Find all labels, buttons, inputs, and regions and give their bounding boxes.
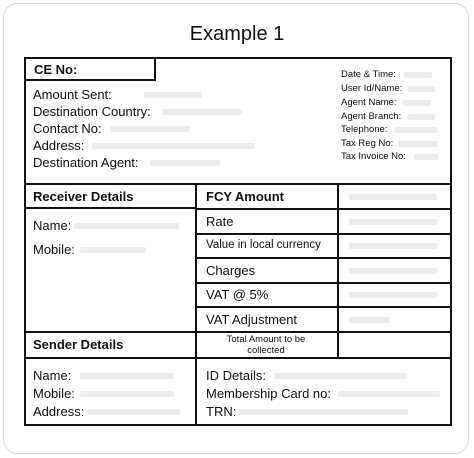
total-amount-label: Total Amount to be collected bbox=[226, 334, 306, 356]
address-label: Address: bbox=[33, 138, 85, 153]
trn-value bbox=[238, 409, 408, 415]
tax-reg-no-value bbox=[398, 141, 438, 147]
agent-name-label: Agent Name: bbox=[341, 97, 397, 108]
sender-heading: Sender Details bbox=[33, 337, 124, 352]
ce-number-label: CE No: bbox=[34, 62, 78, 77]
destination-country-value bbox=[162, 109, 242, 115]
agent-name-value bbox=[403, 100, 431, 106]
agent-branch-label: Agent Branch: bbox=[341, 111, 402, 122]
local-value-value bbox=[349, 243, 437, 249]
user-id-value bbox=[407, 86, 435, 92]
sender-address-value bbox=[86, 409, 180, 415]
sender-section-divider bbox=[24, 331, 452, 333]
document-title: Example 1 bbox=[189, 23, 285, 45]
destination-agent-label: Destination Agent: bbox=[33, 155, 139, 170]
amount-sent-value bbox=[144, 92, 202, 98]
membership-card-value bbox=[338, 391, 440, 397]
tax-reg-no-label: Tax Reg No: bbox=[341, 138, 394, 149]
destination-agent-value bbox=[150, 160, 220, 166]
fcy-amount-value bbox=[349, 194, 437, 200]
date-time-value bbox=[404, 72, 432, 78]
center-divider bbox=[195, 183, 197, 426]
telephone-value bbox=[395, 127, 437, 133]
fcy-row-divider-2 bbox=[195, 233, 452, 235]
amount-sent-label: Amount Sent: bbox=[33, 87, 112, 102]
local-value-label: Value in local currency bbox=[206, 239, 321, 251]
tax-invoice-no-value bbox=[414, 154, 438, 160]
user-id-label: User Id/Name: bbox=[341, 83, 403, 94]
id-details-label: ID Details: bbox=[206, 368, 266, 383]
header-divider bbox=[24, 183, 452, 185]
sender-name-label: Name: bbox=[33, 368, 72, 383]
vat-adjustment-value bbox=[349, 317, 389, 323]
trn-label: TRN: bbox=[206, 404, 237, 419]
fcy-row-divider-5 bbox=[195, 306, 452, 308]
receiver-name-value bbox=[74, 223, 179, 229]
rate-label: Rate bbox=[206, 214, 234, 229]
receiver-name-label: Name: bbox=[33, 218, 72, 233]
contact-no-value bbox=[110, 126, 190, 132]
destination-country-label: Destination Country: bbox=[33, 104, 151, 119]
fcy-heading: FCY Amount bbox=[206, 189, 284, 204]
id-details-value bbox=[275, 373, 407, 379]
contact-no-label: Contact No: bbox=[33, 121, 102, 136]
telephone-label: Telephone: bbox=[341, 124, 388, 135]
charges-value bbox=[349, 268, 437, 274]
charges-label: Charges bbox=[206, 263, 256, 278]
address-value bbox=[92, 143, 255, 149]
membership-card-label: Membership Card no: bbox=[206, 386, 331, 401]
sender-heading-divider bbox=[24, 357, 452, 359]
fcy-row-divider-3 bbox=[195, 257, 452, 259]
date-time-label: Date & Time: bbox=[341, 69, 396, 80]
sender-mobile-label: Mobile: bbox=[33, 386, 75, 401]
vat-value bbox=[349, 292, 437, 298]
receiver-mobile-label: Mobile: bbox=[33, 242, 75, 257]
receiver-mobile-value bbox=[80, 247, 146, 253]
sender-address-label: Address: bbox=[33, 404, 85, 419]
receiver-heading: Receiver Details bbox=[33, 189, 134, 204]
sender-mobile-value bbox=[80, 391, 174, 397]
vat-adjustment-label: VAT Adjustment bbox=[206, 312, 298, 327]
fcy-row-divider-4 bbox=[195, 282, 452, 284]
rate-value bbox=[349, 219, 437, 225]
sender-name-value bbox=[80, 373, 174, 379]
fcy-row-divider-1 bbox=[195, 208, 452, 210]
receiver-heading-divider bbox=[24, 207, 196, 209]
agent-branch-value bbox=[407, 114, 435, 120]
vat-label: VAT @ 5% bbox=[206, 287, 269, 302]
tax-invoice-no-label: Tax Invoice No: bbox=[341, 151, 406, 162]
